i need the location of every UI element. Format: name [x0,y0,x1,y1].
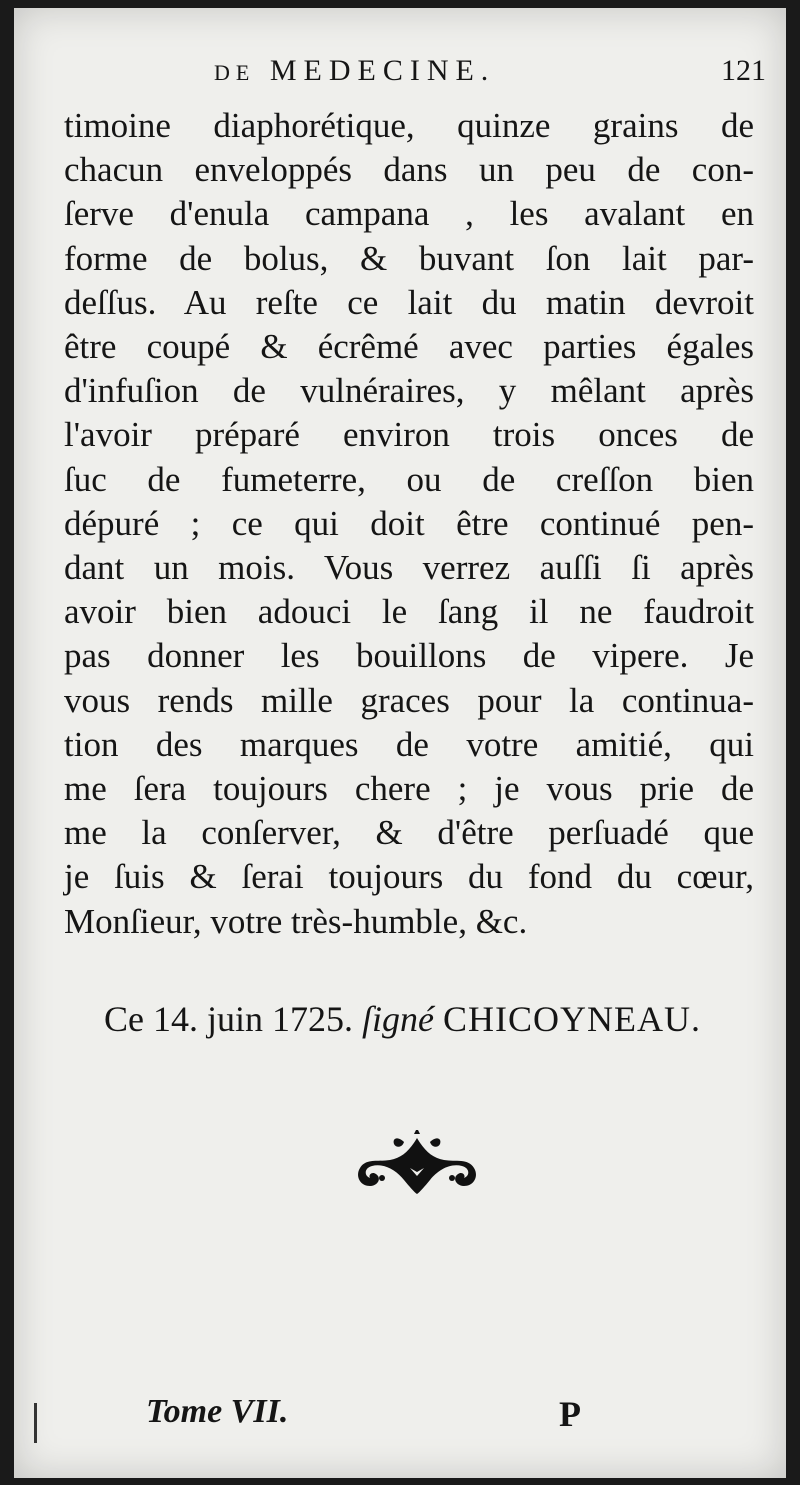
text-line: me ſera toujours chere ; je vous prie de [64,769,754,809]
running-title [214,54,495,88]
text-line: pas donner les bouillons de vipere. Je [64,636,754,676]
volume-label: Tome VII. [146,1393,289,1430]
text-line: timoine diaphorétique, quinze grains de [64,106,754,145]
text-line: chacun enveloppés dans un peu de con- [64,150,754,190]
text-line: dant un mois. Vous verrez auſſi ſi après [64,548,754,588]
text-line: l'avoir préparé environ trois onces de [64,415,754,455]
letter-body [64,104,754,944]
text-line: Monſieur, votre très-humble, &c. [64,901,528,941]
text-line: vous rends mille graces pour la continua- [64,680,754,720]
fleuron-ornament-icon [352,1128,482,1198]
binding-mark [34,1403,37,1443]
text-line: avoir bien adouci le ſang il ne faudroit [64,592,754,632]
signature-mark: P [559,1394,581,1434]
text-line: je ſuis & ſerai toujours du fond du cœur, [64,857,754,897]
text-line: tion des marques de votre amitié, qui [64,724,754,764]
signe-label: ſigné [362,999,434,1039]
text-line: deſſus. Au reſte ce lait du matin devroit [64,282,754,322]
text-line: dépuré ; ce qui doit être continué pen- [64,503,754,543]
page-number: 121 [721,54,766,87]
running-title-prefix: DE [214,60,256,85]
running-title-main: MEDECINE. [269,54,496,87]
text-line: d'infuſion de vulnéraires, y mêlant après [64,371,754,411]
dateline [104,998,754,1040]
page-header [14,54,786,94]
text-line: forme de bolus, & buvant ſon lait par- [64,238,754,278]
text-line: ſuc de fumeterre, ou de creſſon bien [64,459,754,499]
book-page [14,8,786,1478]
date-text: Ce 14. juin 1725. [104,999,353,1039]
text-line: être coupé & écrêmé avec parties égales [64,327,754,367]
text-line: me la conſerver, & d'être perſuadé que [64,813,754,853]
text-line: ſerve d'enula campana , les avalant en [64,194,754,234]
signer-name: CHICOYNEAU. [442,999,701,1039]
